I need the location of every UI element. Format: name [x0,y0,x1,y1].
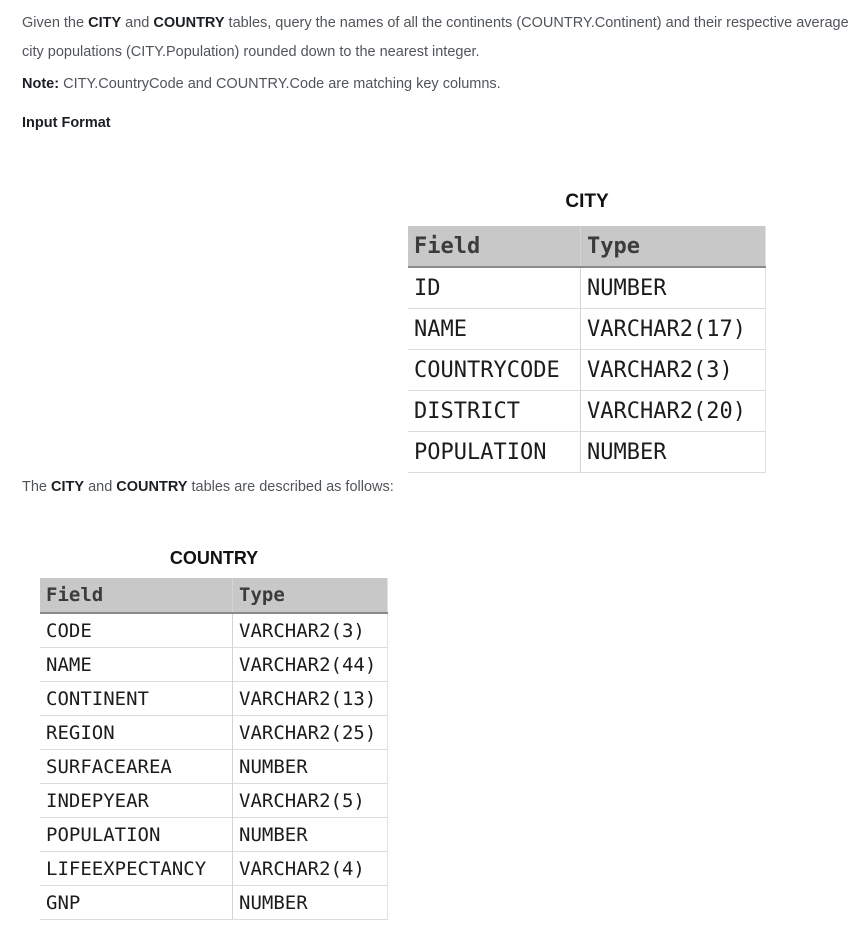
note-paragraph [22,70,850,99]
field-cell: SURFACEAREA [40,750,233,784]
table-row [40,648,388,682]
tables-description [22,474,394,500]
field-header: Field [40,578,233,613]
field-cell: NAME [408,309,581,350]
input-format-heading: Input Format [22,115,111,131]
city-schema-table [408,226,766,473]
city-keyword: CITY [51,479,85,495]
type-cell: VARCHAR2(5) [233,784,388,818]
field-cell: CODE [40,613,233,648]
city-keyword: CITY [88,15,122,31]
table-row [40,818,388,852]
described-text-3: tables are described as follows: [187,479,394,495]
type-cell: VARCHAR2(25) [233,716,388,750]
table-header-row [40,578,388,613]
table-row [40,852,388,886]
field-cell: NAME [40,648,233,682]
table-row [408,350,766,391]
type-cell: NUMBER [233,886,388,920]
table-row [40,613,388,648]
field-cell: CONTINENT [40,682,233,716]
problem-statement [22,9,850,67]
type-cell: NUMBER [233,818,388,852]
type-cell: NUMBER [233,750,388,784]
city-table-title: CITY [565,191,609,212]
intro-text-1: Given the [22,15,89,31]
table-row [408,391,766,432]
type-cell: VARCHAR2(44) [233,648,388,682]
country-table-title: COUNTRY [169,548,259,568]
table-row [40,750,388,784]
type-cell: VARCHAR2(13) [233,682,388,716]
table-header-row [408,226,766,267]
table-row [408,267,766,309]
type-cell: VARCHAR2(20) [581,391,766,432]
country-schema-table [40,578,388,920]
described-text-2: and [84,479,117,495]
table-row [40,886,388,920]
table-row [40,716,388,750]
type-cell: VARCHAR2(4) [233,852,388,886]
field-cell: REGION [40,716,233,750]
country-keyword: COUNTRY [153,15,225,31]
field-cell: DISTRICT [408,391,581,432]
type-cell: VARCHAR2(3) [233,613,388,648]
field-cell: LIFEEXPECTANCY [40,852,233,886]
intro-text-2: and [121,15,154,31]
table-row [40,682,388,716]
type-header: Type [581,226,766,267]
field-cell: POPULATION [408,432,581,473]
type-header: Type [233,578,388,613]
type-cell: NUMBER [581,267,766,309]
intro-text-3: tables, query the names of all the continents (COUNTRY.Continent) and their respective average city populations (CITY.Population) rounded down to the nearest integer. [22,15,849,60]
note-label: Note: [22,76,60,92]
table-row [40,784,388,818]
type-cell: VARCHAR2(3) [581,350,766,391]
field-cell: ID [408,267,581,309]
field-cell: GNP [40,886,233,920]
country-keyword: COUNTRY [116,479,188,495]
table-row [408,309,766,350]
field-cell: COUNTRYCODE [408,350,581,391]
field-cell: POPULATION [40,818,233,852]
type-cell: NUMBER [581,432,766,473]
field-cell: INDEPYEAR [40,784,233,818]
field-header: Field [408,226,581,267]
described-text-1: The [22,479,52,495]
type-cell: VARCHAR2(17) [581,309,766,350]
table-row [408,432,766,473]
note-text: CITY.CountryCode and COUNTRY.Code are matching key columns. [59,76,501,92]
